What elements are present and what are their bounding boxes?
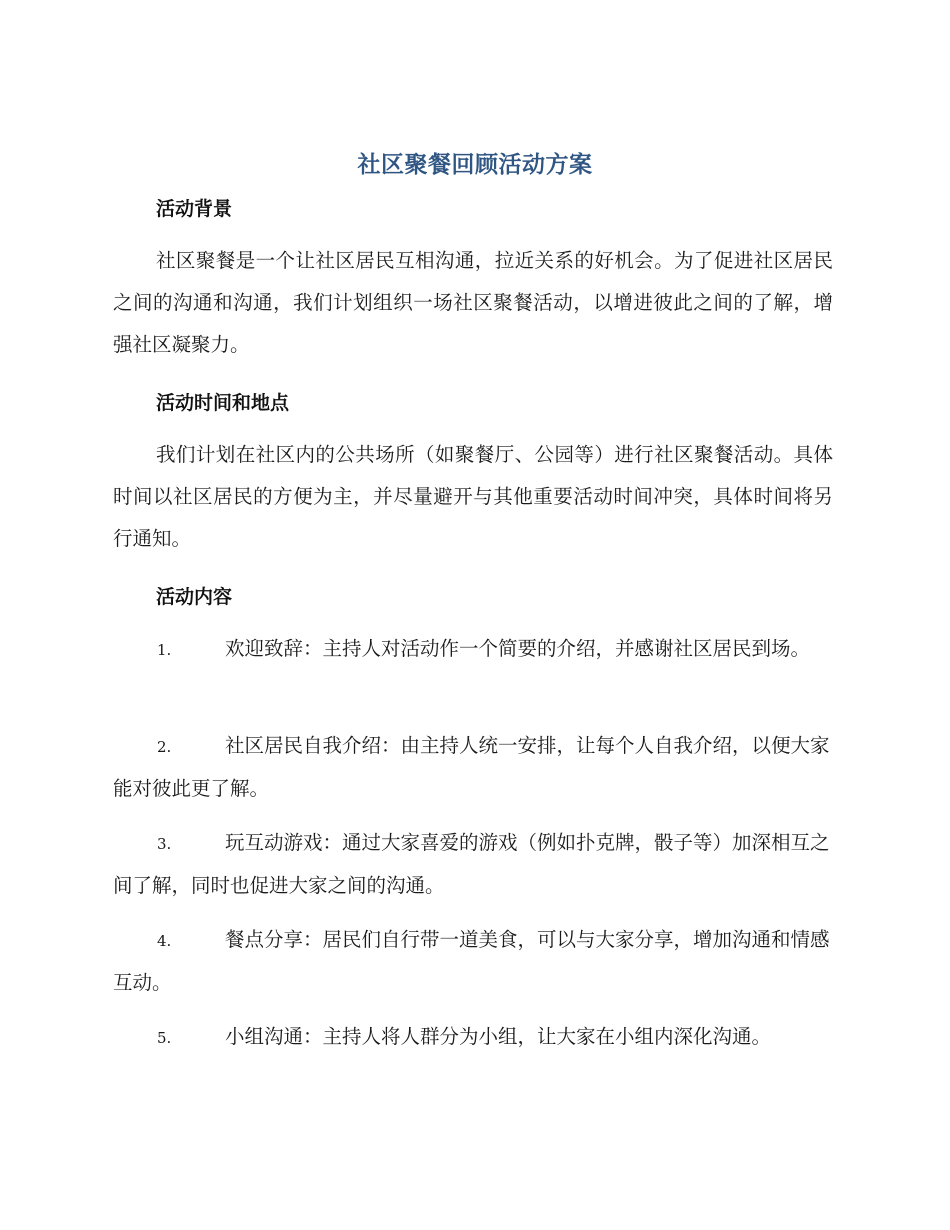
list-item-number: 4. [157, 932, 172, 950]
section-heading-background: 活动背景 [156, 198, 233, 220]
section-heading-time-place: 活动时间和地点 [156, 392, 290, 414]
section-paragraph-time-place: 我们计划在社区内的公共场所（如聚餐厅、公园等）进行社区聚餐活动。具体时间以社区居民的方便为主，并尽量避开与其他重要活动时间冲突，具体时间将另行通知。 [113, 443, 833, 550]
list-item [113, 822, 833, 907]
list-item-number: 2. [157, 738, 172, 756]
list-item-number: 5. [157, 1029, 172, 1047]
section-heading-content: 活动内容 [156, 586, 233, 608]
list-item-number: 1. [157, 641, 172, 659]
list-item-number: 3. [157, 835, 172, 853]
list-item-text: 餐点分享：居民们自行带一道美食，可以与大家分享，增加沟通和情感互动。 [113, 928, 830, 994]
list-item-text: 欢迎致辞：主持人对活动作一个简要的介绍，并感谢社区居民到场。 [225, 637, 811, 660]
section-paragraph-background: 社区聚餐是一个让社区居民互相沟通，拉近关系的好机会。为了促进社区居民之间的沟通和沟通，我们计划组织一场社区聚餐活动，以增进彼此之间的了解，增强社区凝聚力。 [113, 249, 833, 356]
list-item [113, 628, 833, 671]
list-item-text: 社区居民自我介绍：由主持人统一安排，让每个人自我介绍，以便大家能对彼此更了解。 [113, 734, 830, 800]
list-item [113, 1016, 833, 1059]
document-title: 社区聚餐回顾活动方案 [357, 152, 593, 178]
list-item [113, 725, 833, 810]
list-item-text: 玩互动游戏：通过大家喜爱的游戏（例如扑克牌，骰子等）加深相互之间了解，同时也促进大家之间的沟通。 [113, 831, 830, 897]
list-item-text: 小组沟通：主持人将人群分为小组，让大家在小组内深化沟通。 [225, 1025, 772, 1048]
list-item [113, 919, 833, 1004]
